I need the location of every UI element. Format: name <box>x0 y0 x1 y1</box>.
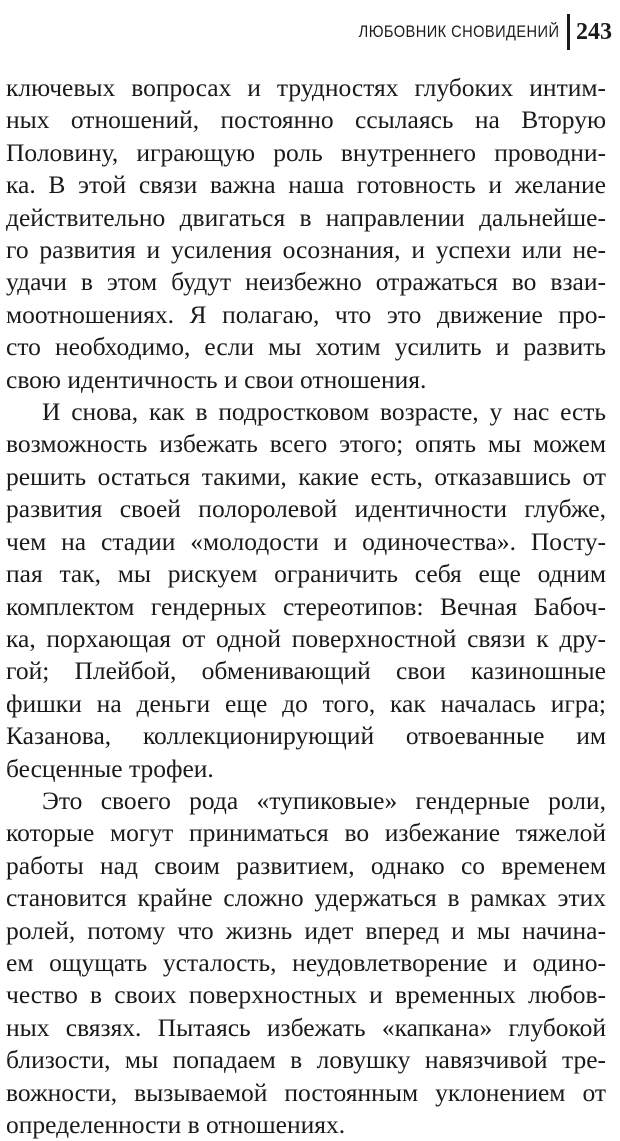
text-line: ключевых вопросах и трудностях глубоких интим- <box>6 73 606 102</box>
text-line: ных отношений, постоянно ссылаясь на Вторую <box>6 105 606 135</box>
text-line: гой; Плейбой, обменивающий свои казиношные <box>6 656 606 686</box>
text-line: Казанова, коллекционирующий отвоеванные им <box>6 721 606 751</box>
header-divider <box>567 14 570 50</box>
text-line: моотношениях. Я полагаю, что это движение про- <box>6 299 606 329</box>
text-line: определенности в отношениях. <box>6 1110 346 1139</box>
paragraph-3 <box>6 785 606 1141</box>
paragraph-1 <box>6 72 606 396</box>
text-line: бесценные трофеи. <box>6 753 214 783</box>
text-line: ролей, потому что жизнь идет вперед и мы начина- <box>6 915 606 945</box>
text-line: комплектом гендерных стереотипов: Вечная Бабоч- <box>6 591 606 621</box>
text-line: близости, мы попадаем в ловушку навязчивой тре- <box>6 1045 606 1075</box>
running-head <box>326 14 612 50</box>
text-line: чем на стадии «молодости и одиночества». Посту- <box>6 526 606 556</box>
text-line: И снова, как в подростковом возрасте, у нас есть <box>42 397 606 427</box>
text-line: Это своего рода «тупиковые» гендерные роли, <box>42 785 606 815</box>
text-line: вожности, вызываемой постоянным уклонением от <box>6 1077 606 1107</box>
text-line: Половину, играющую роль внутреннего проводни- <box>6 137 606 167</box>
text-line: фишки на деньги еще до того, как началась игра; <box>6 688 606 718</box>
text-line: чество в своих поверхностных и временных любов- <box>6 980 606 1010</box>
text-line: решить остаться такими, какие есть, отказавшись от <box>6 461 606 491</box>
text-line: становится крайне сложно удержаться в рамках этих <box>6 883 606 913</box>
paragraph-2 <box>6 396 606 785</box>
text-line: действительно двигаться в направлении дальнейше- <box>6 202 606 232</box>
body-text <box>6 72 606 1141</box>
text-line: ем ощущать усталость, неудовлетворение и одино- <box>6 947 606 977</box>
text-line: которые могут приниматься во избежание тяжелой <box>6 818 606 848</box>
text-line: свою идентичность и свои отношения. <box>6 364 427 394</box>
text-line: пая так, мы рискуем ограничить себя еще одним <box>6 559 606 589</box>
text-line: го развития и усиления осознания, и успехи или не- <box>6 235 606 265</box>
text-line: ка, порхающая от одной поверхностной связи к дру- <box>6 623 606 653</box>
text-line: развития своей полоролевой идентичности глубже, <box>6 494 606 524</box>
page-number: 243 <box>576 18 612 45</box>
text-line: сто необходимо, если мы хотим усилить и развить <box>6 332 606 362</box>
running-head-title: ЛЮБОВНИК СНОВИДЕНИЙ <box>358 22 559 41</box>
text-line: работы над своим развитием, однако со временем <box>6 850 606 880</box>
text-line: ка. В этой связи важна наша готовность и желание <box>6 170 606 200</box>
text-line: удачи в этом будут неизбежно отражаться во взаи- <box>6 267 606 297</box>
text-line: возможность избежать всего этого; опять мы можем <box>6 429 606 459</box>
text-line: ных связях. Пытаясь избежать «капкана» глубокой <box>6 1012 606 1042</box>
